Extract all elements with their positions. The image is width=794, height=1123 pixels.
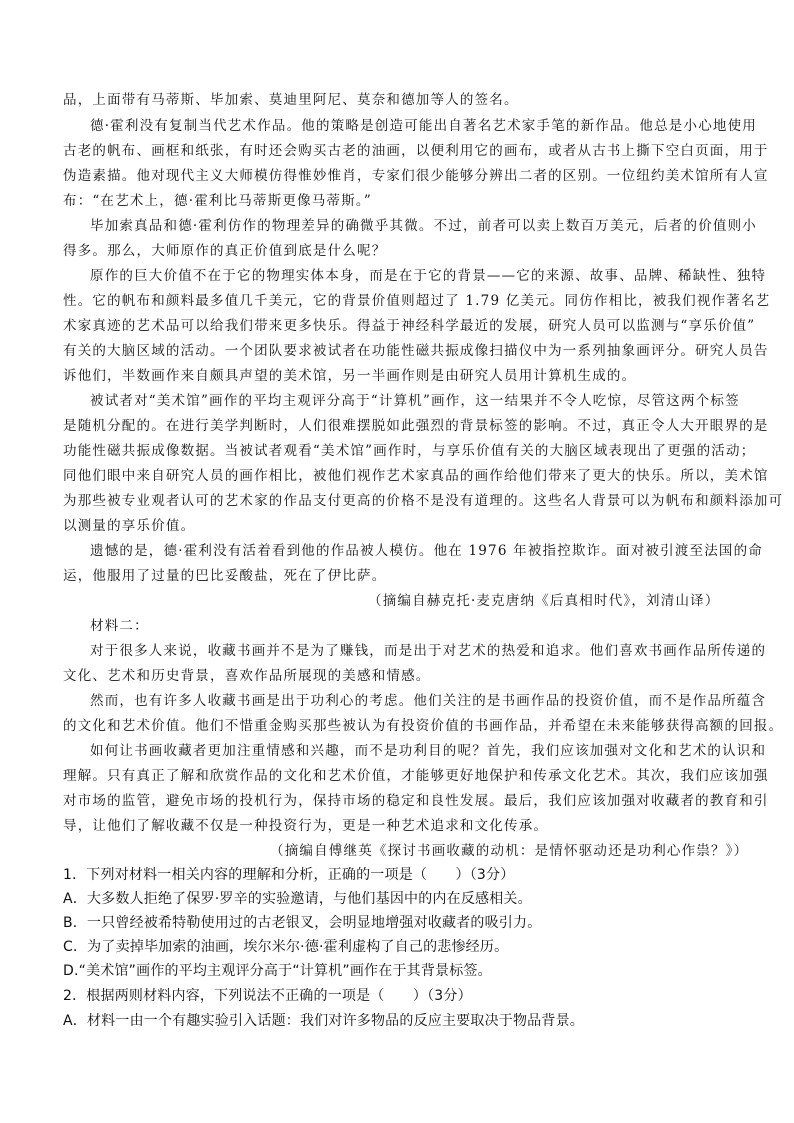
text-line: 然而，也有许多人收藏书画是出于功利心的考虑。他们关注的是书画作品的投资价值，而不是作品所蕴含 [90, 693, 767, 709]
text-line: （摘编自赫克托·麦克唐纳《后真相时代》，刘清山译） [368, 593, 720, 609]
text-line: 理解。只有真正了解和欣赏作品的文化和艺术价值，才能够更好地保护和传承文化艺术。其次，我们应该加强 [63, 768, 769, 784]
text-line: 的文化和艺术价值。他们不惜重金购买那些被认为有投资价值的书画作品，并希望在未来能够获得高额的回报。 [63, 718, 784, 734]
text-line: 毕加索真品和德·霍利仿作的物理差异的确微乎其微。不过，前者可以卖上数百万美元，后者的价值则小 [90, 218, 757, 234]
text-line: 德·霍利没有复制当代艺术作品。他的策略是创造可能出自著名艺术家手笔的新作品。他总是小心地使用 [90, 118, 757, 134]
text-line: 材料二： [90, 618, 149, 634]
text-line: 文化、艺术和历史背景，喜欢作品所展现的美感和情感。 [63, 668, 431, 684]
text-line: 伪造素描。他对现代主义大师模仿得惟妙惟肖，专家们很少能够分辨出二者的区别。一位纽约美术馆所有人宣 [63, 168, 769, 184]
text-line: 是随机分配的。在进行美学判断时，人们很难摆脱如此强烈的背景标签的影响。不过，真正令人大开眼界的是 [63, 418, 769, 434]
text-line: 古老的帆布、画框和纸张，有时还会购买古老的油画，以便利用它的画布，或者从古书上撕下空白页面，用于 [63, 143, 769, 159]
text-line: （摘编自傅继英《探讨书画收藏的动机：是情怀驱动还是功利心作祟？》） [270, 843, 749, 859]
text-line: 被试者对“美术馆”画作的平均主观评分高于“计算机”画作，这一结果并不令人吃惊，尽管这两个标签 [90, 393, 740, 409]
question-1-option-c: C．为了卖掉毕加索的油画，埃尔米尔·德·霍利虚构了自己的悲惨经历。 [63, 939, 509, 955]
text-line: 术家真迹的艺术品可以给我们带来更多快乐。得益于神经科学最近的发展，研究人员可以监测与“享乐价值” [63, 318, 756, 334]
question-1-option-d: D.“美术馆”画作的平均主观评分高于“计算机”画作在于其背景标签。 [63, 963, 492, 979]
text-line: 功能性磁共振成像数据。当被试者观看“美术馆”画作时，与享乐价值有关的大脑区域表现出了更强的活动； [63, 443, 756, 459]
text-line: 有关的大脑区域的活动。一个团队要求被试者在功能性磁共振成像扫描仪中为一系列抽象画评分。研究人员告 [63, 343, 769, 359]
text-line: 如何让书画收藏者更加注重情感和兴趣，而不是功利目的呢？首先，我们应该加强对文化和艺术的认识和 [90, 743, 767, 759]
text-line: 运，他服用了过量的巴比妥酸盐，死在了伊比萨。 [63, 568, 387, 584]
question-2-option-a: A．材料一由一个有趣实验引入话题：我们对许多物品的反应主要取决于物品背景。 [63, 1013, 584, 1029]
question-1-option-a: A．大多数人拒绝了保罗·罗辛的实验邀请，与他们基因中的内在反感相关。 [63, 891, 532, 907]
text-line: 性。它的帆布和颜料最多值几千美元，它的背景价值则超过了 1.79 亿美元。同仿作相比，被我们视作著名艺 [63, 293, 771, 309]
text-line: 布：“在艺术上，德·霍利比马蒂斯更像马蒂斯。” [63, 193, 372, 209]
question-1-stem: 1．下列对材料一相关内容的理解和分析，正确的一项是（ ）（3分） [63, 867, 515, 883]
text-line: 得多。那么，大师原作的真正价值到底是什么呢？ [63, 243, 387, 259]
text-line: 原作的巨大价值不在于它的物理实体本身，而是在于它的背景——它的来源、故事、品牌、稀缺性、独特 [90, 268, 767, 284]
text-line: 同他们眼中来自研究人员的画作相比，被他们视作艺术家真品的画作给他们带来了更大的快乐。所以，美术馆 [63, 468, 769, 484]
text-line: 以测量的享乐价值。 [63, 518, 196, 534]
text-line: 遗憾的是，德·霍利没有活着看到他的作品被人模仿。他在 1976 年被指控欺诈。面对被引渡至法国的命 [90, 543, 764, 559]
text-line: 为那些被专业观者认可的艺术家的作品支付更高的价格不是没有道理的。这些名人背景可以为帆布和颜料添加可 [63, 493, 784, 509]
text-line: 对市场的监管，避免市场的投机行为，保持市场的稳定和良性发展。最后，我们应该加强对收藏者的教育和引 [63, 793, 769, 809]
question-2-stem: 2．根据两则材料内容，下列说法不正确的一项是（ ）（3分） [63, 988, 472, 1004]
text-line: 诉他们，半数画作来自颇具声望的美术馆，另一半画作则是由研究人员用计算机生成的。 [63, 368, 637, 384]
text-line: 对于很多人来说，收藏书画并不是为了赚钱，而是出于对艺术的热爱和追求。他们喜欢书画作品所传递的 [90, 643, 767, 659]
text-line: 导，让他们了解收藏不仅是一种投资行为，更是一种艺术追求和文化传承。 [63, 818, 549, 834]
text-line: 品，上面带有马蒂斯、毕加索、莫迪里阿尼、莫奈和德加等人的签名。 [63, 92, 519, 108]
question-1-option-b: B．一只曾经被希特勒使用过的古老银叉，会明显地增强对收藏者的吸引力。 [63, 915, 542, 931]
